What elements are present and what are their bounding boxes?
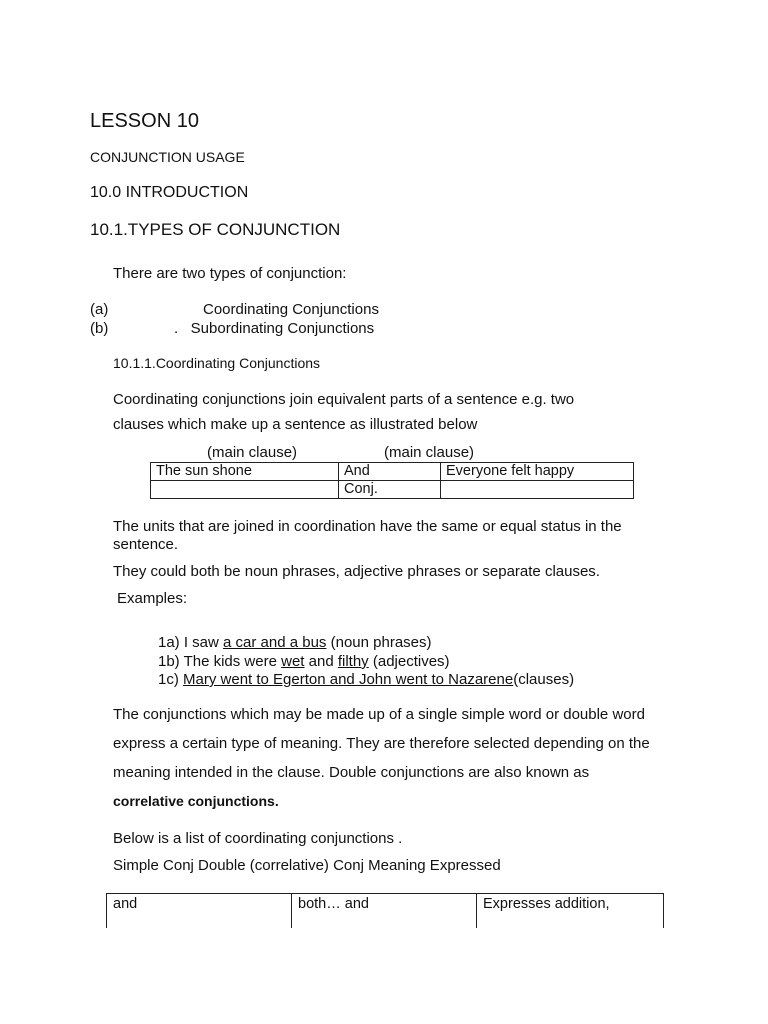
types-list-marker-a: (a)	[90, 301, 109, 318]
types-intro: There are two types of conjunction:	[113, 265, 347, 282]
para4-line3: meaning intended in the clause. Double conjunctions are also known as	[113, 764, 590, 781]
clause-table	[150, 462, 634, 499]
example-1b	[158, 653, 450, 670]
lesson-title: LESSON 10	[90, 110, 199, 132]
clause-label-right: (main clause)	[384, 444, 475, 461]
table-cell: Conj.	[339, 481, 441, 499]
para4-line1: The conjunctions which may be made up of a single simple word or double word	[113, 706, 645, 723]
example-underlined: wet	[281, 653, 305, 670]
examples-label: Examples:	[117, 590, 188, 607]
list-intro: Below is a list of coordinating conjunctions .	[113, 830, 403, 847]
section-types-heading: 10.1.TYPES OF CONJUNCTION	[90, 220, 341, 239]
example-text: 1b) The kids were	[158, 653, 282, 670]
para1-line2: clauses which make up a sentence as illustrated below	[113, 416, 478, 433]
table-row	[151, 481, 634, 499]
table-cell: And	[339, 463, 441, 481]
conjunction-table	[106, 893, 664, 928]
example-1c	[158, 671, 574, 688]
para2-line2: sentence.	[113, 536, 179, 553]
example-text: (clauses)	[513, 671, 575, 688]
table-cell: and	[107, 894, 292, 929]
example-underlined: a car and a bus	[223, 634, 327, 651]
table-row	[107, 894, 664, 929]
para4-line2: express a certain type of meaning. They are therefore selected depending on the	[113, 735, 650, 752]
section-usage-heading: CONJUNCTION USAGE	[90, 149, 245, 165]
para4-bold-term: correlative conjunctions.	[113, 793, 279, 809]
table-row	[151, 463, 634, 481]
types-list-item-a: Coordinating Conjunctions	[203, 301, 379, 318]
table-cell: The sun shone	[151, 463, 339, 481]
table-cell: both… and	[292, 894, 477, 929]
example-text: 1a) I saw	[158, 634, 224, 651]
list-header: Simple Conj Double (correlative) Conj Meaning Expressed	[113, 857, 501, 874]
clause-label-left: (main clause)	[207, 444, 298, 461]
example-underlined: filthy	[337, 653, 369, 670]
table-cell	[151, 481, 339, 499]
para1-line1: Coordinating conjunctions join equivalent parts of a sentence e.g. two	[113, 391, 575, 408]
para3: They could both be noun phrases, adjective phrases or separate clauses.	[113, 563, 600, 580]
example-text: (noun phrases)	[326, 634, 432, 651]
example-text: and	[304, 653, 338, 670]
table-cell	[441, 481, 634, 499]
table-cell: Expresses addition,	[477, 894, 664, 929]
section-intro-heading: 10.0 INTRODUCTION	[90, 184, 249, 201]
example-1a	[158, 634, 432, 651]
example-underlined: Mary went to Egerton and John went to Nazarene	[183, 671, 514, 688]
types-list-marker-b: (b)	[90, 320, 109, 337]
example-text: 1c)	[158, 671, 184, 688]
table-cell: Everyone felt happy	[441, 463, 634, 481]
example-text: (adjectives)	[368, 653, 450, 670]
types-list-item-b: . Subordinating Conjunctions	[174, 320, 375, 337]
para2-line1: The units that are joined in coordination have the same or equal status in the	[113, 518, 622, 535]
subsection-title: 10.1.1.Coordinating Conjunctions	[113, 355, 321, 371]
